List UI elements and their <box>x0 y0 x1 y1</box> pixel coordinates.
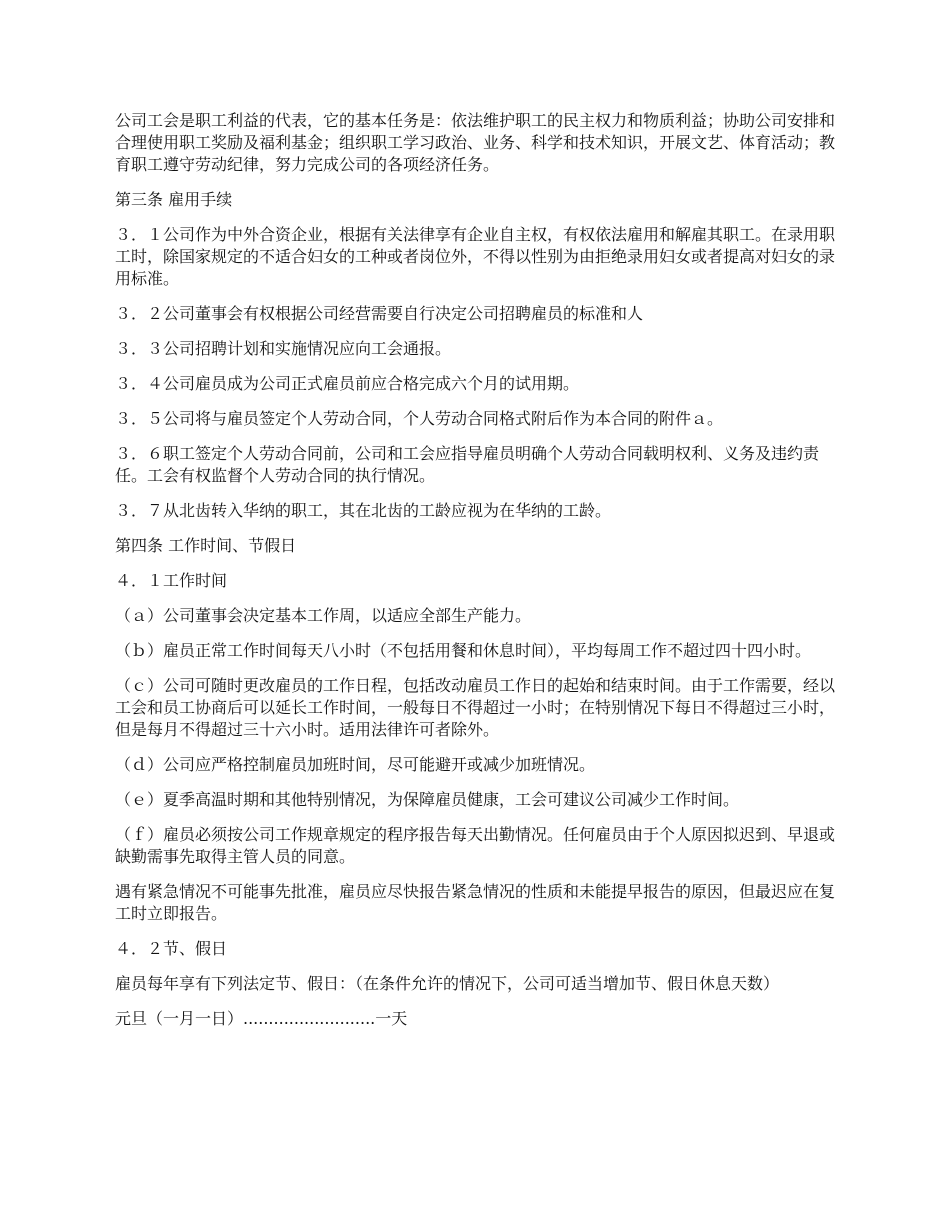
paragraph-3-6: ３．６职工签定个人劳动合同前，公司和工会应指导雇员明确个人劳动合同载明权利、义务及违约责任。工会有权监督个人劳动合同的执行情况。 <box>115 444 820 485</box>
heading-article-4: 第四条 工作时间、节假日 <box>115 536 297 555</box>
paragraph-4-1-b: （ｂ）雇员正常工作时间每天八小时（不包括用餐和休息时间），平均每周工作不超过四十四小时。 <box>115 641 812 660</box>
paragraph-3-3: ３．３公司招聘计划和实施情况应向工会通报。 <box>115 339 452 358</box>
paragraph-holidays-intro: 雇员每年享有下列法定节、假日：（在条件允许的情况下，公司可适当增加节、假日休息天数） <box>115 974 780 993</box>
subheading-4-1: ４．１工作时间 <box>115 571 228 590</box>
paragraph-3-2: ３．２公司董事会有权根据公司经营需要自行决定公司招聘雇员的标准和人 <box>115 304 644 323</box>
paragraph-4-1-a: （ａ）公司董事会决定基本工作周，以适应全部生产能力。 <box>115 606 532 625</box>
subheading-4-2: ４．２节、假日 <box>115 939 228 958</box>
paragraph-emergency: 遇有紧急情况不可能事先批准，雇员应尽快报告紧急情况的性质和未能提早报告的原因，但最迟应在复工时立即报告。 <box>115 882 836 923</box>
paragraph-3-4: ３．４公司雇员成为公司正式雇员前应合格完成六个月的试用期。 <box>115 374 580 393</box>
paragraph-4-1-f: （ｆ）雇员必须按公司工作规章规定的程序报告每天出勤情况。任何雇员由于个人原因拟迟到、早退或缺勤需事先取得主管人员的同意。 <box>115 825 836 866</box>
document-body <box>115 110 840 1043</box>
paragraph-4-1-d: （ｄ）公司应严格控制雇员加班时间，尽可能避开或减少加班情况。 <box>115 755 596 774</box>
paragraph-union-duties: 公司工会是职工利益的代表，它的基本任务是：依法维护职工的民主权力和物质利益；协助公司安排和合理使用职工奖励及福利基金；组织职工学习政治、业务、科学和技术知识，开展文艺、体育活动；教育职工遵守劳动纪律，努力完成公司的各项经济任务。 <box>115 111 836 174</box>
heading-article-3: 第三条 雇用手续 <box>115 190 233 209</box>
paragraph-3-5: ３．５公司将与雇员签定个人劳动合同，个人劳动合同格式附后作为本合同的附件ａ。 <box>115 409 724 428</box>
paragraph-3-7: ３．７从北齿转入华纳的职工，其在北齿的工龄应视为在华纳的工龄。 <box>115 501 612 520</box>
paragraph-4-1-e: （ｅ）夏季高温时期和其他特别情况，为保障雇员健康，工会可建议公司减少工作时间。 <box>115 790 740 809</box>
paragraph-4-1-c: （ｃ）公司可随时更改雇员的工作日程，包括改动雇员工作日的起始和结束时间。由于工作需要，经以工会和员工协商后可以延长工作时间，一般每日不得超过一小时；在特别情况下每日不得超过三小时，但是每月不得超过三十六小时。适用法律许可者除外。 <box>115 676 836 739</box>
holiday-new-year: 元旦（一月一日）..........................一天 <box>115 1009 408 1028</box>
paragraph-3-1: ３．１公司作为中外合资企业，根据有关法律享有企业自主权，有权依法雇用和解雇其职工。在录用职工时，除国家规定的不适合妇女的工种或者岗位外，不得以性别为由拒绝录用妇女或者提高对妇女的录用标准。 <box>115 225 836 288</box>
